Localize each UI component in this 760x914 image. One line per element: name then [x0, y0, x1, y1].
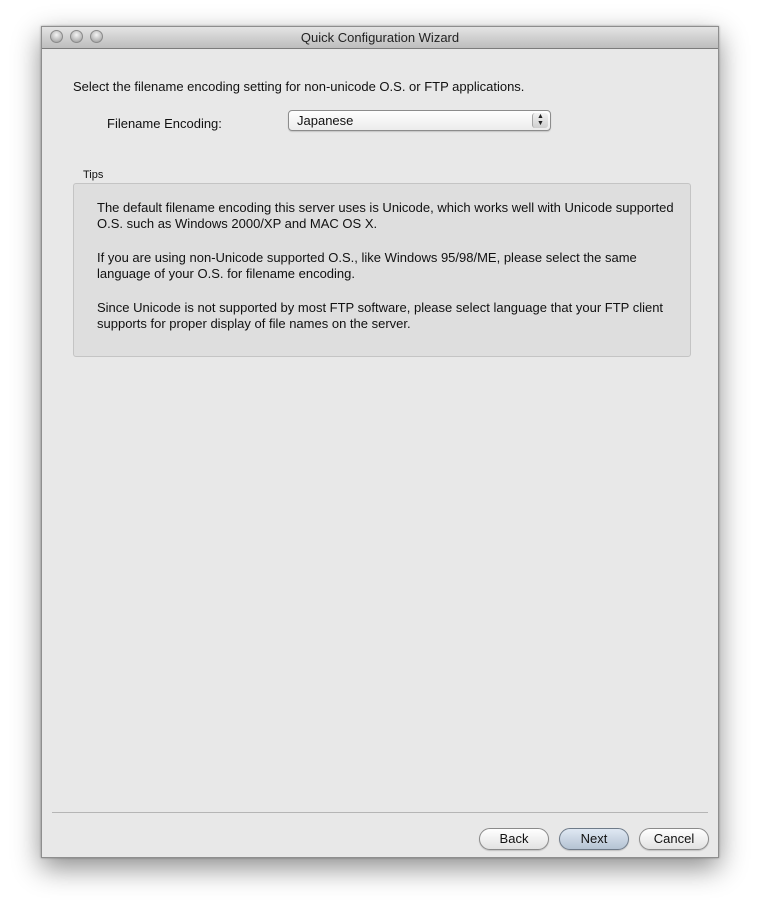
cancel-button[interactable]: Cancel — [639, 828, 709, 850]
filename-encoding-label: Filename Encoding: — [107, 116, 222, 131]
tip-paragraph: The default filename encoding this server uses is Unicode, which works well with Unicode supported O.S. such as Windows 2000/XP and MAC OS X. — [97, 200, 674, 231]
tip-paragraph: If you are using non-Unicode supported O.S., like Windows 95/98/ME, please select the same language of your O.S. for filename encoding. — [97, 250, 637, 281]
back-button[interactable]: Back — [479, 828, 549, 850]
tips-label: Tips — [83, 169, 104, 181]
window-title: Quick Configuration Wizard — [300, 30, 460, 45]
up-down-arrows-icon: ▲ ▼ — [532, 113, 548, 128]
filename-encoding-select[interactable] — [288, 110, 551, 131]
next-button[interactable]: Next — [559, 828, 629, 850]
title-bar[interactable] — [42, 27, 718, 49]
tip-paragraph: Since Unicode is not supported by most FTP software, please select language that your FTP client supports for proper display of file names on the server. — [97, 300, 664, 331]
footer-separator — [52, 812, 708, 813]
selected-encoding: Japanese — [297, 113, 354, 128]
intro-text: Select the filename encoding setting for non-unicode O.S. or FTP applications. — [73, 79, 525, 94]
tips-box — [73, 183, 691, 357]
wizard-window — [41, 26, 719, 858]
